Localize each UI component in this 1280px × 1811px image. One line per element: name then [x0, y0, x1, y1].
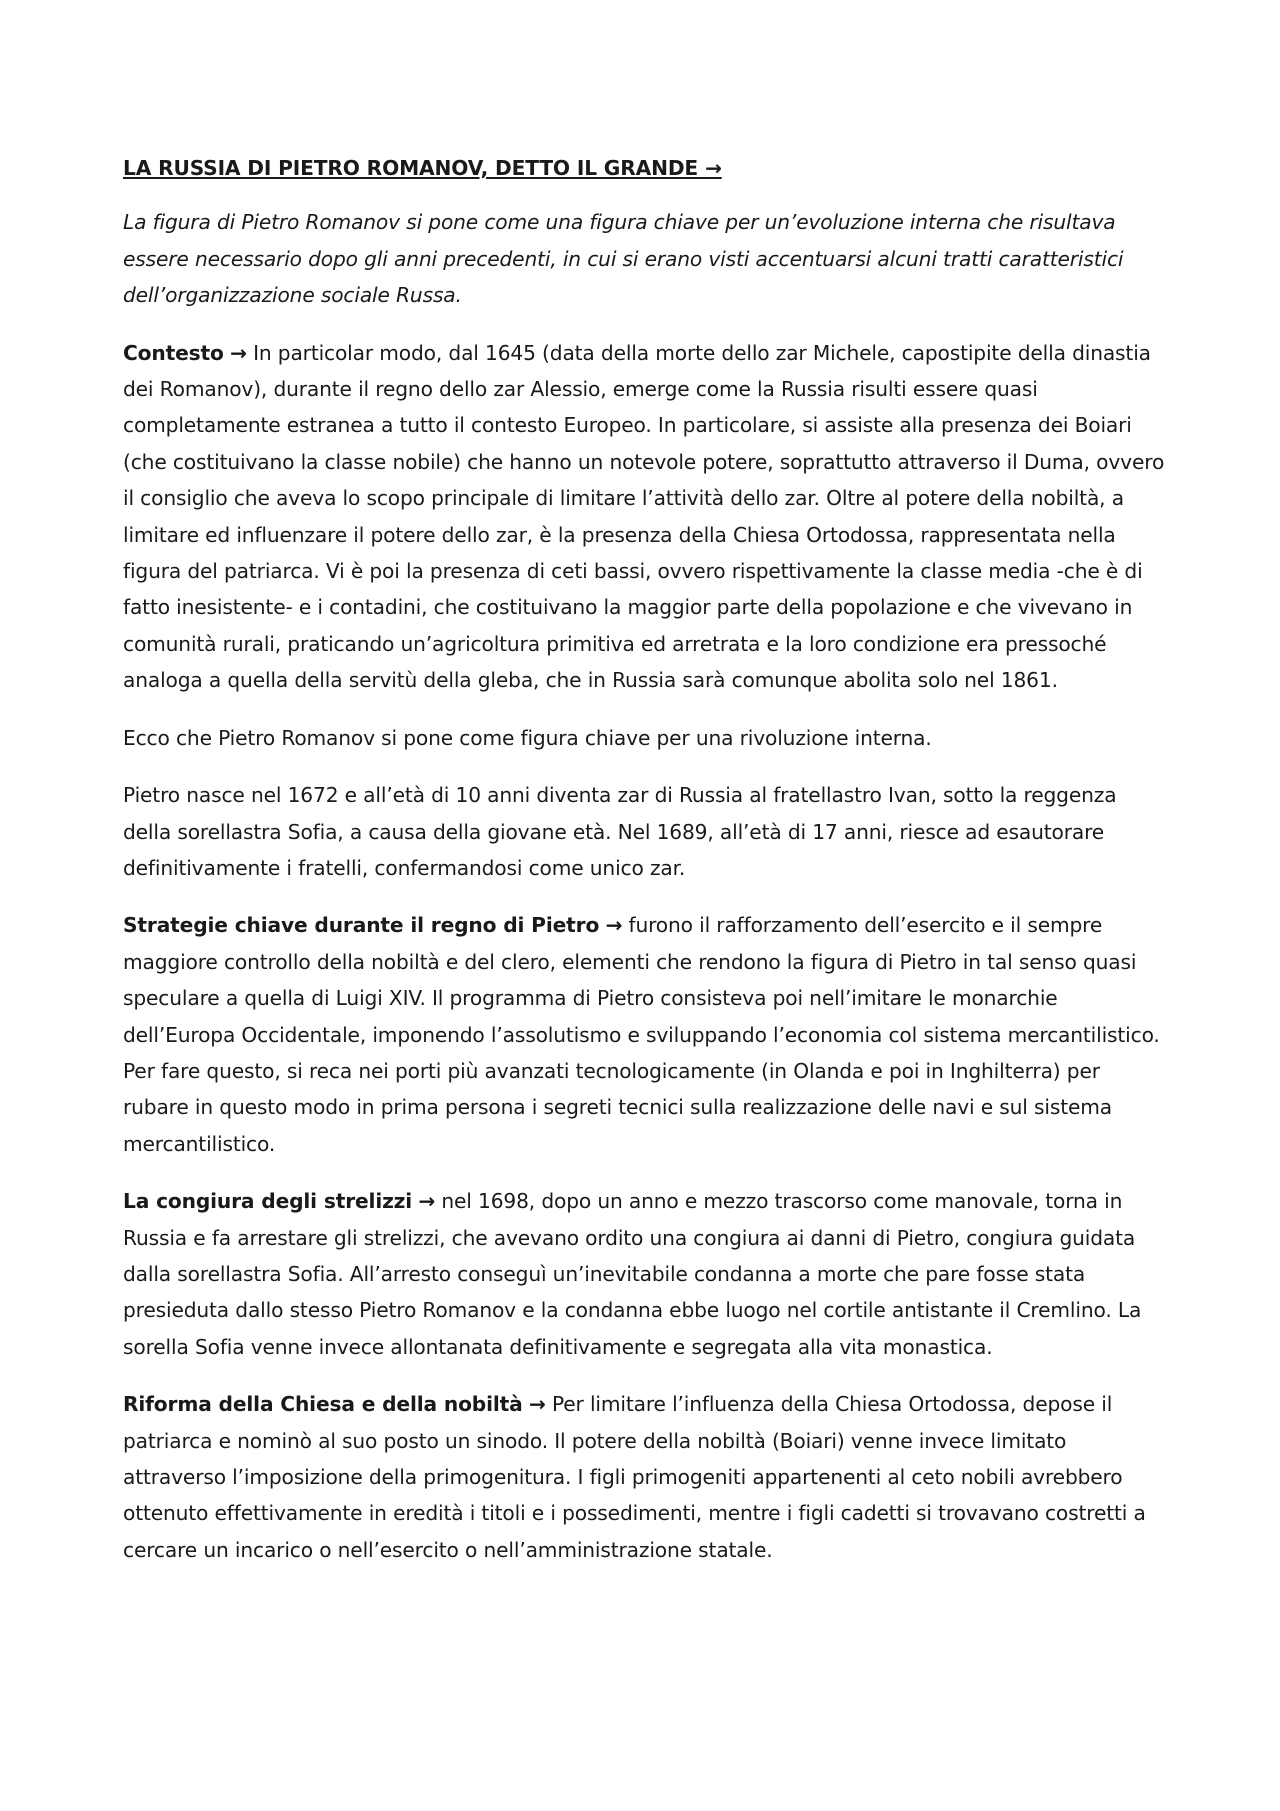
- right-arrow-icon: →: [418, 1189, 436, 1214]
- paragraph-rivoluzione: Ecco che Pietro Romanov si pone come figura chiave per una rivoluzione interna.: [123, 725, 932, 750]
- section-heading: Strategie chiave durante il regno di Pietro: [123, 913, 600, 938]
- right-arrow-icon: →: [230, 340, 247, 365]
- right-arrow-icon: →: [528, 1392, 546, 1417]
- section-riforma: [123, 1386, 1168, 1568]
- right-arrow-icon: →: [605, 913, 623, 938]
- section-contesto: [123, 335, 1168, 699]
- document-page: [123, 150, 1168, 1589]
- paragraph-nascita: Pietro nasce nel 1672 e all’età di 10 anni diventa zar di Russia al fratellastro Ivan, sotto la reggenza della sorellastra Sofia, a causa della giovane età. Nel 1689, all’età di 17 anni, riesce ad esautorare definitivamente i fratelli, confermandosi come unico zar.: [123, 783, 1117, 880]
- section-heading: Riforma della Chiesa e della nobiltà: [123, 1392, 523, 1417]
- title-text: LA RUSSIA DI PIETRO ROMANOV, DETTO IL GRANDE: [123, 156, 699, 180]
- section-strategie: [123, 907, 1168, 1162]
- section-text: In particolar modo, dal 1645 (data della morte dello zar Michele, capostipite della dinastia dei Romanov), durante il regno dello zar Alessio, emerge come la Russia risulti essere quasi completamente estranea a tutto il contesto Europeo. In particolare, si assiste alla presenza dei Boiari (che costituivano la classe nobile) che hanno un notevole potere, soprattutto attraverso il Duma, ovvero il consiglio che aveva lo scopo principale di limitare l’attività dello zar. Oltre al potere della nobiltà, a limitare ed influenzare il potere dello zar, è la presenza della Chiesa Ortodossa, rappresentata nella figura del patriarca. Vi è poi la presenza di ceti bassi, ovvero rispettivamente la classe media -che è di fatto inesistente- e i contadini, che costituivano la maggior parte della popolazione e che vivevano in comunità rurali, praticando un’agricoltura primitiva ed arretrata e la loro condizione era pressoché analoga a quella della servitù della gleba, che in Russia sarà comunque abolita solo nel 1861.: [123, 340, 1165, 693]
- section-congiura: [123, 1183, 1168, 1365]
- section-heading: Contesto: [123, 340, 224, 365]
- section-heading: La congiura degli strelizzi: [123, 1189, 413, 1214]
- section-text: furono il rafforzamento dell’esercito e il sempre maggiore controllo della nobiltà e del clero, elementi che rendono la figura di Pietro in tal senso quasi speculare a quella di Luigi XIV. Il programma di Pietro consisteva poi nell’imitare le monarchie dell’Europa Occidentale, imponendo l’assolutismo e sviluppando l’economia col sistema mercantilistico. Per fare questo, si reca nei porti più avanzati tecnologicamente (in Olanda e poi in Inghilterra) per rubare in questo modo in prima persona i segreti tecnici sulla realizzazione delle navi e sul sistema mercantilistico.: [123, 913, 1160, 1156]
- right-arrow-icon: →: [704, 156, 722, 180]
- section-text: Per limitare l’influenza della Chiesa Ortodossa, depose il patriarca e nominò al suo posto un sinodo. Il potere della nobiltà (Boiari) venne invece limitato attraverso l’imposizione della primogenitura. I figli primogeniti appartenenti al ceto nobili avrebbero ottenuto effettivamente in eredità i titoli e i possedimenti, mentre i figli cadetti si trovavano costretti a cercare un incarico o nell’esercito o nell’amministrazione statale.: [123, 1392, 1146, 1562]
- intro-paragraph: La figura di Pietro Romanov si pone come una figura chiave per un’evoluzione interna che risultava essere necessario dopo gli anni precedenti, in cui si erano visti accentuarsi alcuni tratti caratteristici dell’organizzazione sociale Russa.: [123, 210, 1124, 308]
- document-title: [123, 150, 1168, 186]
- section-text: nel 1698, dopo un anno e mezzo trascorso come manovale, torna in Russia e fa arrestare gli strelizzi, che avevano ordito una congiura ai danni di Pietro, congiura guidata dalla sorellastra Sofia. All’arresto conseguì un’inevitabile condanna a morte che pare fosse stata presieduta dallo stesso Pietro Romanov e la condanna ebbe luogo nel cortile antistante il Cremlino. La sorella Sofia venne invece allontanata definitivamente e segregata alla vita monastica.: [123, 1189, 1142, 1359]
